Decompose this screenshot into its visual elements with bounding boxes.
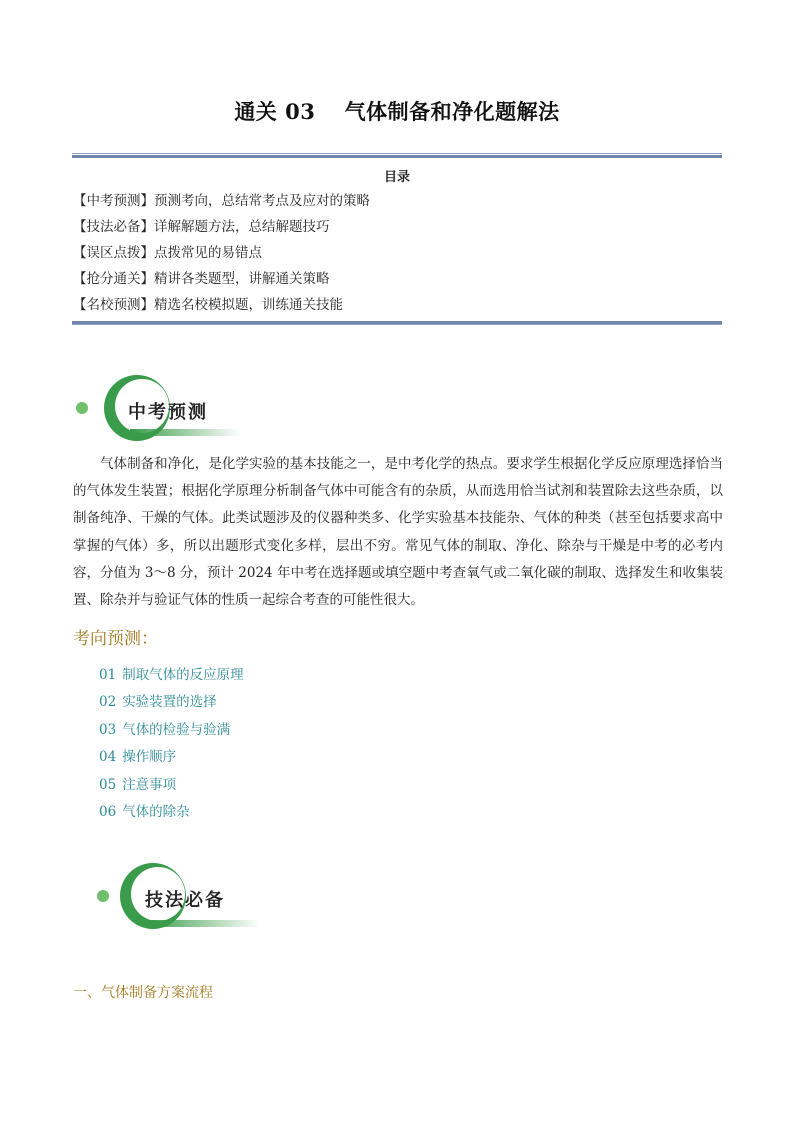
page-title: 通关 03 气体制备和净化题解法 xyxy=(234,99,560,124)
section-badge-techniques xyxy=(93,860,293,936)
intro-paragraph: 气体制备和净化，是化学实验的基本技能之一，是中考化学的热点。要求学生根据化学反应原理选择恰当的气体发生装置；根据化学原理分析制备气体中可能含有的杂质，从而选用恰当试剂和装置除去这些杂质，以制备纯净、干燥的气体。此类试题涉及的仪器种类多、化学实验基本技能杂、气体的种类（甚至包括要求高中掌握的气体）多，所以出题形式变化多样，层出不穷。常见气体的制取、净化、除杂与干燥是中考的必考内容，分值为 3～8 分，预计 2024 年中考在选择题或填空题中考查氧气或二氧化碳的制取、选择发生和收集装置、除杂并与验证气体的性质一起综合考查的可能性很大。 xyxy=(73,456,723,609)
forecast-list xyxy=(99,662,244,826)
section-title-techniques: 技法必备 xyxy=(145,890,225,911)
section-title-forecast: 中考预测 xyxy=(128,402,208,423)
forecast-heading: 考向预测： xyxy=(73,629,158,649)
table-of-contents xyxy=(73,188,370,318)
section-badge-forecast xyxy=(72,372,272,448)
toc-item-pitfalls: 【误区点拨】点拨常见的易错点 xyxy=(73,245,262,261)
forecast-item[interactable]: 04 操作顺序 xyxy=(99,749,177,766)
subsection-heading: 一、气体制备方案流程 xyxy=(73,985,213,1001)
bottom-divider xyxy=(72,320,722,325)
toc-item-question-types: 【抢分通关】精讲各类题型，讲解通关策略 xyxy=(73,271,330,287)
toc-item-techniques: 【技法必备】详解解题方法，总结解题技巧 xyxy=(73,219,330,235)
toc-item-school-forecast: 【名校预测】精选名校模拟题，训练通关技能 xyxy=(73,297,343,313)
forecast-item[interactable]: 05 注意事项 xyxy=(99,776,177,793)
forecast-item[interactable]: 02 实验装置的选择 xyxy=(99,694,217,711)
forecast-item[interactable]: 06 气体的除杂 xyxy=(99,804,190,821)
forecast-item[interactable]: 03 气体的检验与验满 xyxy=(99,721,231,738)
top-divider xyxy=(72,153,722,158)
forecast-item[interactable]: 01 制取气体的反应原理 xyxy=(99,667,244,683)
toc-item-forecast: 【中考预测】预测考向，总结常考点及应对的策略 xyxy=(73,193,370,209)
toc-heading: 目录 xyxy=(383,170,410,185)
